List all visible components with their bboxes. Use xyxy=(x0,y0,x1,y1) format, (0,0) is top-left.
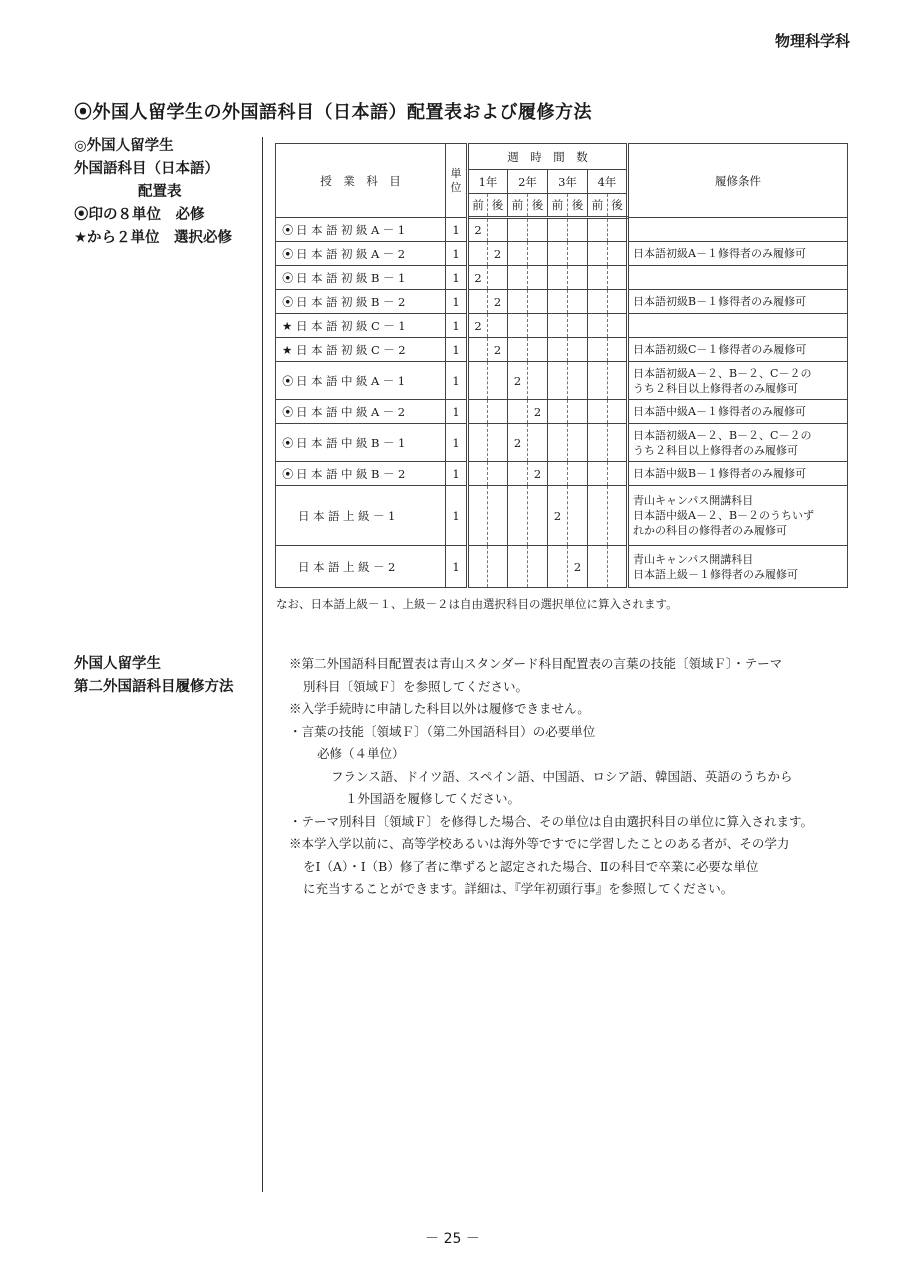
table-row xyxy=(276,314,848,338)
requirement-mark-icon: ⦿ xyxy=(282,222,297,237)
table-row xyxy=(276,486,848,546)
hours-cell xyxy=(588,338,608,362)
hours-cell xyxy=(548,338,568,362)
column-divider xyxy=(262,137,263,1192)
subject-cell xyxy=(276,362,446,400)
condition-line: 日本語初級C－１修得者のみ履修可 xyxy=(633,343,807,356)
requirement-mark-icon: ⦿ xyxy=(282,404,297,419)
hours-cell xyxy=(548,242,568,266)
subject-name: 日本語中級B－2 xyxy=(296,466,409,481)
hours-cell xyxy=(568,362,588,400)
hours-cell xyxy=(508,486,528,546)
condition-cell xyxy=(628,400,848,424)
subject-cell xyxy=(276,266,446,290)
hours-cell xyxy=(568,462,588,486)
unit-value: 1 xyxy=(446,314,468,338)
hours-cell xyxy=(488,218,508,242)
subject-cell xyxy=(276,424,446,462)
hours-cell xyxy=(588,242,608,266)
sidebar-line: ⦿印の８単位 必修 xyxy=(74,207,205,223)
condition-line: うち２科目以上修得者のみ履修可 xyxy=(633,443,798,457)
hours-cell xyxy=(468,242,488,266)
section2-body xyxy=(289,653,854,901)
hours-cell xyxy=(528,338,548,362)
hours-cell xyxy=(608,266,628,290)
header-term: 後 xyxy=(528,194,548,218)
condition-line: 日本語中級B－１修得者のみ履修可 xyxy=(633,467,807,480)
subject-name: 日本語初級C－1 xyxy=(296,318,410,333)
body-line: 別科目〔領域Ｆ〕を参照してください。 xyxy=(303,678,529,694)
hours-cell xyxy=(548,400,568,424)
unit-value: 1 xyxy=(446,362,468,400)
table-row xyxy=(276,400,848,424)
condition-cell xyxy=(628,290,848,314)
sidebar-line: ◎外国人留学生 xyxy=(74,138,174,154)
hours-cell xyxy=(528,218,548,242)
hours-cell xyxy=(508,314,528,338)
hours-cell xyxy=(608,290,628,314)
sidebar-line: ★から２単位 選択必修 xyxy=(74,230,232,246)
hours-cell xyxy=(528,546,548,588)
hours-cell xyxy=(608,462,628,486)
subject-name: 日本語中級B－1 xyxy=(296,435,409,450)
table-header-row xyxy=(276,144,848,170)
hours-cell xyxy=(548,314,568,338)
hours-cell xyxy=(528,486,548,546)
condition-cell xyxy=(628,362,848,400)
hours-cell xyxy=(488,400,508,424)
condition-cell xyxy=(628,266,848,290)
hours-cell xyxy=(608,486,628,546)
hours-cell xyxy=(568,242,588,266)
hours-cell xyxy=(528,266,548,290)
subject-name: 日本語初級C－2 xyxy=(296,342,410,357)
sidebar-line: 配置表 xyxy=(138,184,182,200)
unit-value: 1 xyxy=(446,242,468,266)
sidebar-legend xyxy=(74,135,232,250)
hours-cell xyxy=(548,424,568,462)
hours-cell xyxy=(608,362,628,400)
hours-cell: 2 xyxy=(468,314,488,338)
section2-title-line: 外国人留学生 xyxy=(74,656,161,672)
hours-cell: 2 xyxy=(488,290,508,314)
unit-value: 1 xyxy=(446,290,468,314)
hours-cell xyxy=(608,314,628,338)
header-year: 1年 xyxy=(468,170,508,194)
hours-cell xyxy=(488,362,508,400)
header-term: 前 xyxy=(548,194,568,218)
hours-cell xyxy=(508,266,528,290)
requirement-mark-icon: ⦿ xyxy=(282,435,297,450)
hours-cell xyxy=(568,314,588,338)
header-year: 4年 xyxy=(588,170,628,194)
body-line: ※第二外国語科目配置表は青山スタンダード科目配置表の言葉の技能〔領域Ｆ〕・テーマ xyxy=(289,656,783,671)
condition-cell xyxy=(628,546,848,588)
header-subject: 授 業 科 目 xyxy=(276,144,446,218)
hours-cell xyxy=(488,266,508,290)
header-term: 前 xyxy=(508,194,528,218)
body-line: ※本学入学以前に、高等学校あるいは海外等ですでに学習したことのある者が、その学力 xyxy=(289,836,790,851)
hours-cell xyxy=(548,546,568,588)
condition-line: 日本語中級A－２、B－２のうちいず xyxy=(633,509,815,522)
requirement-mark-icon: ⦿ xyxy=(282,246,297,261)
hours-cell: 2 xyxy=(468,266,488,290)
hours-cell xyxy=(468,400,488,424)
hours-cell xyxy=(488,314,508,338)
subject-name: 日本語中級A－2 xyxy=(296,404,409,419)
department-label: 物理科学科 xyxy=(774,32,850,50)
condition-line: うち２科目以上修得者のみ履修可 xyxy=(633,381,798,395)
condition-line: 日本語初級A－２、B－２、C－２の xyxy=(633,366,812,380)
unit-value: 1 xyxy=(446,546,468,588)
page-title: ⦿外国人留学生の外国語科目（日本語）配置表および履修方法 xyxy=(74,102,592,123)
body-line: に充当することができます。詳細は、『学年初頭行事』を参照してください。 xyxy=(303,881,734,896)
table-row xyxy=(276,266,848,290)
condition-line: 日本語初級B－１修得者のみ履修可 xyxy=(633,295,807,308)
section2-title xyxy=(74,653,234,699)
hours-cell xyxy=(568,290,588,314)
hours-cell xyxy=(608,242,628,266)
hours-cell xyxy=(588,462,608,486)
unit-value: 1 xyxy=(446,266,468,290)
table-row xyxy=(276,218,848,242)
requirement-mark-icon: ★ xyxy=(282,342,296,357)
condition-line: れかの科目の修得者のみ履修可 xyxy=(633,524,787,537)
hours-cell xyxy=(508,218,528,242)
page-number: － 25 － xyxy=(425,1231,480,1247)
hours-cell xyxy=(468,424,488,462)
hours-cell xyxy=(528,424,548,462)
hours-cell xyxy=(508,462,528,486)
body-line: ※入学手続時に申請した科目以外は履修できません。 xyxy=(289,701,590,716)
subject-name: 日本語初級A－1 xyxy=(296,222,409,237)
requirement-mark-icon: ⦿ xyxy=(282,294,297,309)
body-line: ・言葉の技能〔領域Ｆ〕（第二外国語科目）の必要単位 xyxy=(289,723,596,739)
header-term: 後 xyxy=(608,194,628,218)
sidebar-line: 外国語科目（日本語） xyxy=(74,161,219,177)
subject-name: 日本語中級A－1 xyxy=(296,373,409,388)
condition-cell xyxy=(628,242,848,266)
condition-line: 日本語上級－１修得者のみ履修可 xyxy=(633,567,798,581)
hours-cell xyxy=(488,424,508,462)
header-term: 後 xyxy=(568,194,588,218)
unit-value: 1 xyxy=(446,218,468,242)
hours-cell xyxy=(548,266,568,290)
hours-cell xyxy=(548,462,568,486)
hours-cell: 2 xyxy=(468,218,488,242)
body-line: １外国語を履修してください。 xyxy=(345,791,521,806)
hours-cell xyxy=(528,362,548,400)
hours-cell: 2 xyxy=(528,400,548,424)
hours-cell xyxy=(528,242,548,266)
course-rows xyxy=(276,218,848,486)
unit-value: 1 xyxy=(446,338,468,362)
hours-cell: 2 xyxy=(488,242,508,266)
unit-value: 1 xyxy=(446,400,468,424)
table-row xyxy=(276,242,848,266)
requirement-mark-icon: ⦿ xyxy=(282,466,297,481)
body-line: 必修（４単位） xyxy=(317,746,405,761)
header-weekly: 週 時 間 数 xyxy=(468,144,628,170)
condition-line: 日本語初級A－１修得者のみ履修可 xyxy=(633,247,806,260)
hours-cell xyxy=(588,400,608,424)
condition-line: 青山キャンパス開講科目 xyxy=(633,552,754,566)
subject-cell xyxy=(276,290,446,314)
hours-cell xyxy=(608,424,628,462)
hours-cell xyxy=(508,400,528,424)
hours-cell xyxy=(608,400,628,424)
hours-cell xyxy=(468,338,488,362)
subject-name: 日本語初級A－2 xyxy=(296,246,409,261)
condition-cell xyxy=(628,338,848,362)
requirement-mark-icon: ⦿ xyxy=(282,270,297,285)
hours-cell xyxy=(588,314,608,338)
hours-cell xyxy=(488,486,508,546)
table-row xyxy=(276,424,848,462)
hours-cell xyxy=(568,486,588,546)
hours-cell xyxy=(568,338,588,362)
hours-cell xyxy=(508,242,528,266)
hours-cell xyxy=(588,546,608,588)
subject-cell xyxy=(276,462,446,486)
hours-cell: 2 xyxy=(528,462,548,486)
hours-cell xyxy=(508,290,528,314)
section2-title-line: 第二外国語科目履修方法 xyxy=(74,679,234,695)
hours-cell xyxy=(548,290,568,314)
table-row xyxy=(276,338,848,362)
requirement-mark-icon: ⦿ xyxy=(282,373,297,388)
hours-cell xyxy=(548,218,568,242)
table-row xyxy=(276,362,848,400)
subject-name: 日本語上級－2 xyxy=(276,546,446,588)
hours-cell: 2 xyxy=(508,362,528,400)
table-footnote: なお、日本語上級－１、上級－２は自由選択科目の選択単位に算入されます。 xyxy=(276,597,678,611)
header-term: 前 xyxy=(468,194,488,218)
hours-cell xyxy=(588,362,608,400)
hours-cell xyxy=(588,266,608,290)
condition-cell xyxy=(628,424,848,462)
unit-value: 1 xyxy=(446,424,468,462)
subject-name: 日本語初級B－1 xyxy=(296,270,409,285)
condition-cell xyxy=(628,486,848,546)
hours-cell xyxy=(468,290,488,314)
hours-cell xyxy=(608,546,628,588)
hours-cell xyxy=(508,546,528,588)
condition-line: 日本語中級A－１修得者のみ履修可 xyxy=(633,405,806,418)
subject-cell xyxy=(276,338,446,362)
hours-cell xyxy=(548,362,568,400)
subject-name: 日本語初級B－2 xyxy=(296,294,409,309)
body-line: ・テーマ別科目〔領域Ｆ〕を修得した場合、その単位は自由選択科目の単位に算入されます。 xyxy=(289,813,814,829)
subject-cell xyxy=(276,242,446,266)
header-term: 前 xyxy=(588,194,608,218)
table-row xyxy=(276,546,848,588)
header-condition: 履修条件 xyxy=(628,144,848,218)
hours-cell xyxy=(608,338,628,362)
table-row xyxy=(276,462,848,486)
hours-cell: 2 xyxy=(568,546,588,588)
header-year: 3年 xyxy=(548,170,588,194)
condition-cell xyxy=(628,314,848,338)
unit-value: 1 xyxy=(446,486,468,546)
hours-cell xyxy=(468,362,488,400)
hours-cell xyxy=(588,218,608,242)
body-line: をⅠ（A）・Ⅰ（B）修了者に準ずると認定された場合、Ⅱの科目で卒業に必要な単位 xyxy=(303,858,759,874)
hours-cell xyxy=(588,486,608,546)
unit-value: 1 xyxy=(446,462,468,486)
course-table xyxy=(275,143,848,588)
body-line: フランス語、ドイツ語、スペイン語、中国語、ロシア語、韓国語、英語のうちから xyxy=(331,768,793,784)
hours-cell xyxy=(528,290,548,314)
table-row xyxy=(276,290,848,314)
hours-cell xyxy=(468,462,488,486)
header-year: 2年 xyxy=(508,170,548,194)
subject-name: 日本語上級－1 xyxy=(276,486,446,546)
hours-cell xyxy=(468,546,488,588)
hours-cell xyxy=(468,486,488,546)
condition-cell xyxy=(628,462,848,486)
hours-cell: 2 xyxy=(508,424,528,462)
hours-cell xyxy=(588,424,608,462)
hours-cell xyxy=(488,546,508,588)
condition-line: 青山キャンパス開講科目 xyxy=(633,494,754,507)
hours-cell xyxy=(488,462,508,486)
hours-cell xyxy=(508,338,528,362)
hours-cell xyxy=(568,218,588,242)
condition-cell xyxy=(628,218,848,242)
condition-line: 日本語初級A－２、B－２、C－２の xyxy=(633,428,812,442)
hours-cell xyxy=(608,218,628,242)
hours-cell: 2 xyxy=(488,338,508,362)
requirement-mark-icon: ★ xyxy=(282,318,296,333)
subject-cell xyxy=(276,218,446,242)
header-term: 後 xyxy=(488,194,508,218)
hours-cell xyxy=(528,314,548,338)
header-unit: 単位 xyxy=(446,144,468,218)
hours-cell xyxy=(568,266,588,290)
subject-cell xyxy=(276,400,446,424)
hours-cell xyxy=(588,290,608,314)
subject-cell xyxy=(276,314,446,338)
hours-cell xyxy=(568,424,588,462)
hours-cell xyxy=(568,400,588,424)
hours-cell: 2 xyxy=(548,486,568,546)
